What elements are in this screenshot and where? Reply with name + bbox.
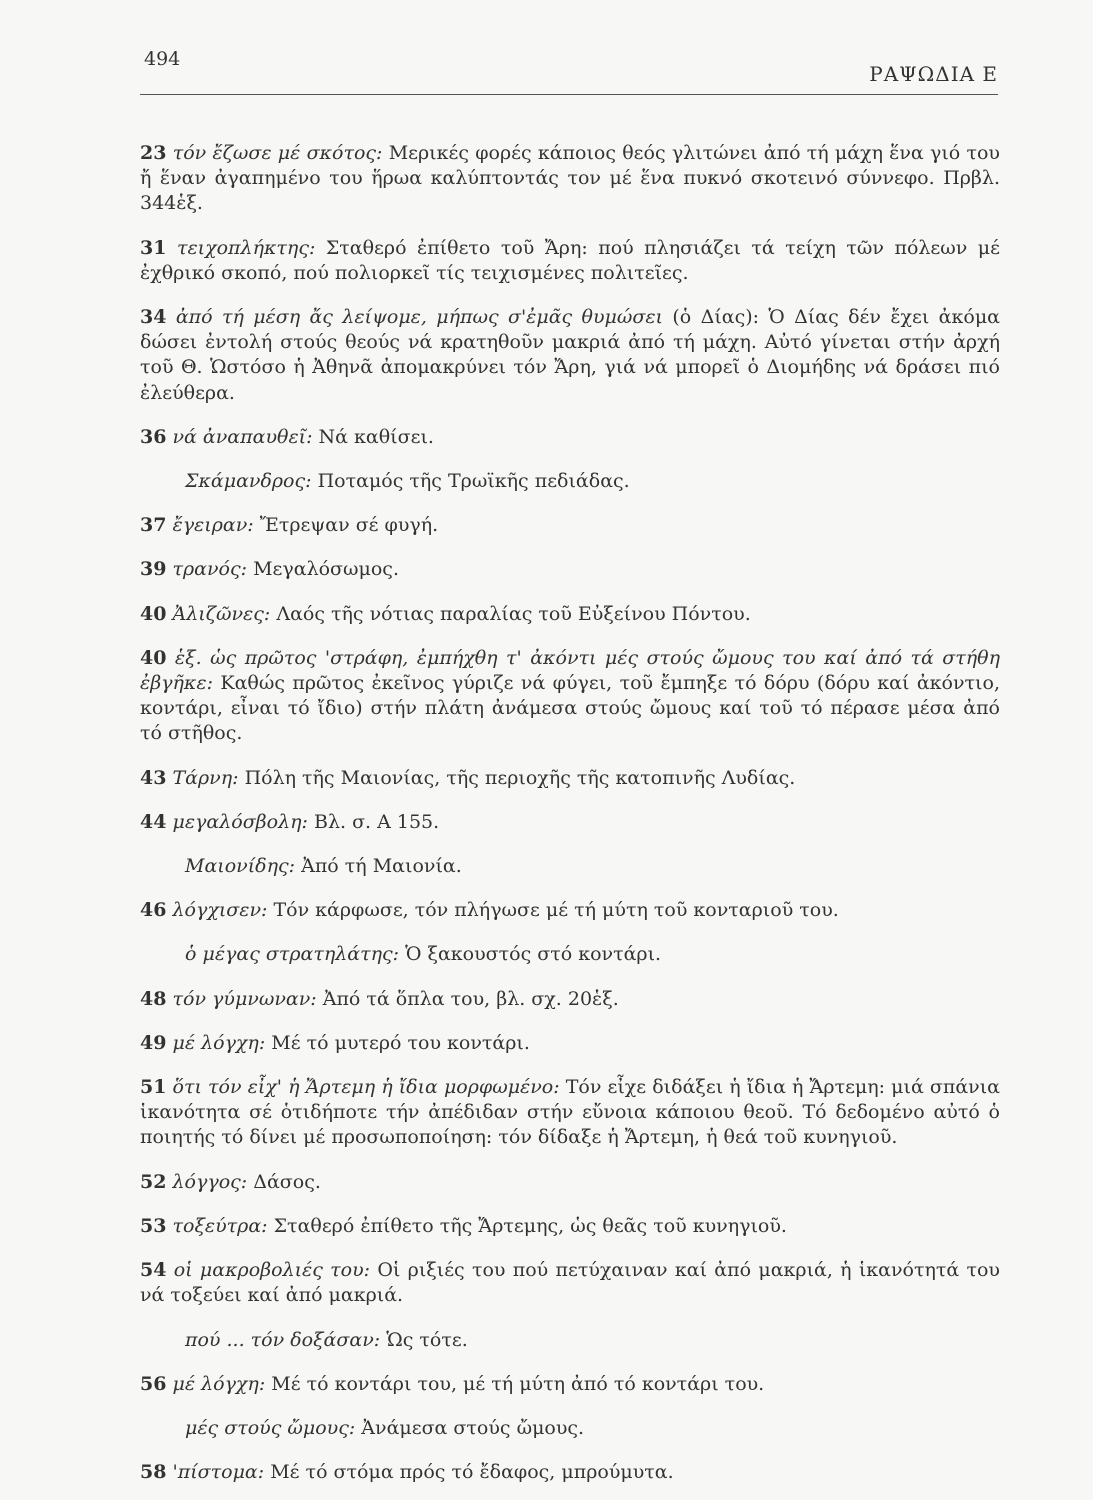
line-number: 48 <box>140 987 167 1010</box>
gloss-text: Πόλη τῆς Μαιονίας, τῆς περιοχῆς τῆς κατοπινῆς Λυδίας. <box>244 766 796 789</box>
line-number: 34 <box>140 306 167 329</box>
gloss-text: (ὁ Δίας): Ὁ Δίας δέν ἔχει ἀκόμα δώσει ἐντολή στούς θεούς νά κρατηθοῦν μακριά ἀπό τή μάχη. Αὐτό γίνεται στήν ἀρχή τοῦ Θ. Ὡστόσο ἡ Ἀθηνᾶ ἀπομακρύνει τόν Ἄρη, γιά νά μπορεῖ ὁ Διομήδης νά δράσει πιό ἐλεύθερα. <box>140 306 1001 404</box>
commentary-entry <box>140 1258 1000 1308</box>
gloss-text: Ἀπό τή Μαιονία. <box>301 855 462 878</box>
line-number: 56 <box>140 1372 167 1395</box>
line-number: 44 <box>140 810 167 833</box>
gloss-text: Τόν κάρφωσε, τόν πλήγωσε μέ τή μύτη τοῦ κονταριοῦ του. <box>273 899 839 922</box>
line-number: 39 <box>140 558 167 581</box>
gloss-text: Σταθερό ἐπίθετο τοῦ Ἄρη: πού πλησιάζει τά τείχη τῶν πόλεων μέ ἐχθρικό σκοπό, πού πολιορκεῖ τίς τειχισμένες πολιτεῖες. <box>140 236 1000 284</box>
line-number: 37 <box>140 514 167 537</box>
line-number: 52 <box>140 1170 167 1193</box>
commentary-entry <box>140 1328 1000 1353</box>
gloss-text: Μέ τό μυτερό του κοντάρι. <box>271 1031 530 1054</box>
lemma: Τάρνη: <box>172 766 239 789</box>
line-number: 40 <box>140 646 167 669</box>
line-number: 31 <box>140 236 167 259</box>
lemma: νά ἀναπαυθεῖ: <box>172 425 313 448</box>
lemma: μέ λόγχη: <box>172 1031 266 1054</box>
gloss-text: Οἱ ριξιές του πού πετύχαιναν καί ἀπό μακριά, ἡ ἱκανότητά του νά τοξεύει καί ἀπό μακριά. <box>140 1259 1000 1307</box>
page-header <box>140 46 998 95</box>
gloss-text: Ἀνάμεσα στούς ὤμους. <box>361 1416 585 1439</box>
commentary-entry <box>140 1372 1000 1397</box>
commentary-entry <box>140 854 1000 879</box>
lemma: ἀπό τή μέση ἄς λείψομε, μήπως σ'ἐμᾶς θυμώσει <box>175 306 664 329</box>
gloss-text: Ὡς τότε. <box>386 1328 468 1351</box>
lemma: Σκάμανδρος: <box>185 470 312 493</box>
gloss-text: Μέ τό κοντάρι του, μέ τή μύτη ἀπό τό κοντάρι του. <box>271 1372 765 1395</box>
lemma: τειχοπλήκτης: <box>176 236 316 259</box>
commentary-entry <box>140 141 1000 217</box>
gloss-text: Δάσος. <box>253 1170 321 1193</box>
gloss-text: Λαός τῆς νότιας παραλίας τοῦ Εὐξείνου Πόντου. <box>276 602 751 625</box>
commentary-entry <box>140 1031 1000 1056</box>
lemma: οἱ μακροβολιές του: <box>173 1259 371 1282</box>
gloss-text: Ἀπό τά ὅπλα του, βλ. σχ. 20ἑξ. <box>322 987 619 1010</box>
lemma: μέ λόγχη: <box>172 1372 266 1395</box>
commentary-entry <box>140 469 1000 494</box>
line-number: 49 <box>140 1031 167 1054</box>
lemma: μές στούς ὤμους: <box>185 1416 356 1439</box>
lemma: τόν ἔζωσε μέ σκότος: <box>172 142 383 164</box>
lemma: ὅτι τόν εἶχ' ἡ Ἄρτεμη ἡ ἴδια μορφωμένο: <box>172 1076 560 1099</box>
gloss-text: Καθώς πρῶτος ἐκεῖνος γύριζε νά φύγει, τοῦ ἔμπηξε τό δόρυ (δόρυ καί ἀκόντιο, κοντάρι, εἶναι τό ἴδιο) στήν πλάτη ἀνάμεσα στούς ὤμους καί τοῦ τό πέρασε μέσα ἀπό τό στῆθος. <box>140 672 1000 745</box>
commentary-entry <box>140 766 1000 791</box>
lemma: τοξεύτρα: <box>172 1214 268 1237</box>
gloss-text: Ἔτρεψαν σέ φυγή. <box>259 514 439 537</box>
lemma: 'πίστομα: <box>172 1461 265 1484</box>
running-head: ΡΑΨΩΔΙΑ Ε <box>869 62 998 86</box>
commentary-entry <box>140 942 1000 967</box>
commentary-entry <box>140 425 1000 450</box>
commentary-entry <box>140 1170 1000 1195</box>
line-number: 36 <box>140 425 167 448</box>
commentary-entry <box>140 1460 1000 1485</box>
lemma: μεγαλόσβολη: <box>172 810 308 833</box>
gloss-text: Μέ τό στόμα πρός τό ἔδαφος, μπρούμυτα. <box>270 1461 674 1484</box>
lemma: ἑξ. ὡς πρῶτος 'στράφη, ἐμπήχθη τ' ἀκόντι μές στούς ὤμους του καί ἀπό τά στήθη ἐβγῆκε: <box>140 646 1000 695</box>
commentary-entry <box>140 602 1000 627</box>
gloss-text: Νά καθίσει. <box>318 425 434 448</box>
lemma: ὁ μέγας στρατηλάτης: <box>185 943 400 966</box>
line-number: 23 <box>140 142 167 164</box>
lemma: Ἀλιζῶνες: <box>172 602 271 625</box>
gloss-text: Μεγαλόσωμος. <box>253 558 399 581</box>
page-number: 494 <box>144 48 181 70</box>
line-number: 58 <box>140 1461 167 1484</box>
commentary-entry <box>140 987 1000 1012</box>
lemma: ἔγειραν: <box>172 514 254 537</box>
lemma: λόγχισεν: <box>172 899 268 922</box>
commentary-entry <box>140 646 1000 747</box>
lemma: τόν γύμνωναν: <box>172 987 317 1010</box>
commentary-entry <box>140 898 1000 923</box>
commentary-entry <box>140 1075 1000 1151</box>
commentary-entry <box>140 1214 1000 1239</box>
line-number: 51 <box>140 1076 167 1099</box>
commentary-entry <box>140 557 1000 582</box>
commentary-body <box>140 122 1000 1494</box>
line-number: 53 <box>140 1214 167 1237</box>
lemma: Μαιονίδης: <box>185 855 296 878</box>
lemma: τρανός: <box>172 558 248 581</box>
line-number: 40 <box>140 602 167 625</box>
gloss-text: Τόν εἶχε διδάξει ἡ ἴδια ἡ Ἄρτεμη: μιά σπάνια ἱκανότητα σέ ὁτιδήποτε τήν ἀπέδιδαν στήν εὔνοια κάποιου θεοῦ. Τό δεδομένο αὐτό ὁ ποιητής τό δίνει μέ προσωποποίηση: τόν δίδαξε ἡ Ἄρτεμη, ἡ θεά τοῦ κυνηγιοῦ. <box>140 1076 1000 1149</box>
line-number: 54 <box>140 1259 167 1282</box>
gloss-text: Ὁ ξακουστός στό κοντάρι. <box>405 943 662 966</box>
commentary-entry <box>140 1416 1000 1441</box>
gloss-text: Ποταμός τῆς Τρωϊκῆς πεδιάδας. <box>317 470 630 493</box>
gloss-text: Μερικές φορές κάποιος θεός γλιτώνει ἀπό τή μάχη ἕνα γιό του ἤ ἕναν ἀγαπημένο του ἥρωα καλύπτοντάς τον μέ ἕνα πυκνό σκοτεινό σύννεφο. Πρβλ. 344ἑξ. <box>140 142 1000 215</box>
lemma: πού ... τόν δοξάσαν: <box>185 1328 381 1351</box>
commentary-entry <box>140 513 1000 538</box>
commentary-entry <box>140 305 1000 406</box>
lemma: λόγγος: <box>172 1170 248 1193</box>
commentary-entry <box>140 810 1000 835</box>
commentary-entry <box>140 236 1000 286</box>
gloss-text: Σταθερό ἐπίθετο τῆς Ἄρτεμης, ὡς θεᾶς τοῦ κυνηγιοῦ. <box>273 1214 787 1237</box>
gloss-text: Βλ. σ. Α 155. <box>313 810 440 833</box>
line-number: 43 <box>140 766 167 789</box>
line-number: 46 <box>140 899 167 922</box>
